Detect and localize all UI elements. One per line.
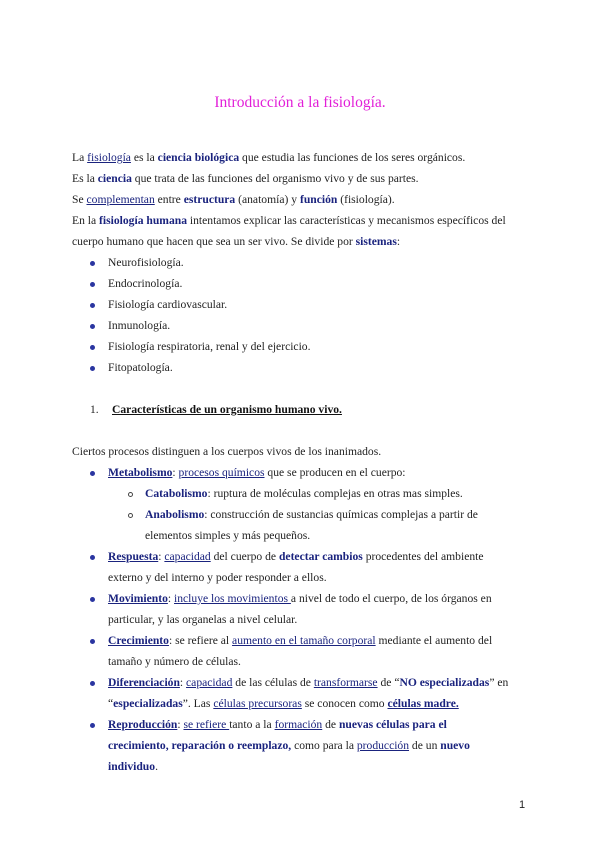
text: :: [179, 676, 187, 689]
section-intro: Ciertos procesos distinguen a los cuerpos vivos de los inanimados.: [72, 445, 382, 458]
link-aumento-tamano[interactable]: aumento en el tamaño corporal: [232, 634, 376, 647]
bold-term: fisiología humana: [99, 214, 187, 227]
anabolismo-line: [145, 508, 478, 522]
circle-bullet-icon: [128, 513, 133, 518]
bold-term: ciencia biológica: [157, 151, 240, 164]
term-metabolismo[interactable]: Metabolismo: [108, 466, 173, 479]
system-item: Neurofisiología.: [108, 256, 184, 269]
link-se-refiere[interactable]: se refiere: [183, 718, 230, 731]
link-formacion[interactable]: formación: [274, 718, 323, 731]
link-transformarse[interactable]: transformarse: [313, 676, 378, 689]
term-respuesta[interactable]: Respuesta: [108, 550, 159, 563]
page-title: Introducción a la fisiología.: [214, 94, 386, 111]
text: que se producen en el cuerpo:: [264, 466, 406, 479]
link-procesos-quimicos[interactable]: procesos químicos: [178, 466, 265, 479]
text: cuerpo humano que hacen que sea un ser vivo. Se divide por: [72, 235, 356, 248]
diferenciacion-line-2: [108, 697, 459, 711]
section-heading: Características de un organismo humano vivo.: [112, 403, 342, 416]
text: :: [396, 235, 401, 248]
text: de las células de: [232, 676, 314, 689]
anabolismo-line-2: elementos simples y más pequeños.: [145, 529, 311, 542]
metabolismo-line: [108, 466, 406, 480]
term-diferenciacion[interactable]: Diferenciación: [108, 676, 180, 689]
intro-line-3: [72, 193, 395, 207]
intro-line-2: [72, 172, 419, 186]
text: intentamos explicar las características y mecanismos específicos del: [187, 214, 506, 227]
bullet-icon: [90, 261, 95, 266]
text: es la: [130, 151, 158, 164]
text: tanto a la: [229, 718, 275, 731]
bullet-icon: [90, 303, 95, 308]
page-number: 1: [519, 799, 526, 811]
term-movimiento[interactable]: Movimiento: [108, 592, 168, 605]
text: del cuerpo de: [210, 550, 279, 563]
text: de “: [377, 676, 400, 689]
movimiento-line-2: particular, y las organelas a nivel celular.: [108, 613, 298, 626]
bullet-icon: [90, 681, 95, 686]
bold-term: individuo: [108, 760, 156, 773]
link-complementan[interactable]: complementan: [86, 193, 155, 206]
text: a nivel de todo el cuerpo, de los órganos en: [290, 592, 492, 605]
text: que trata de las funciones del organismo vivo y de sus partes.: [131, 172, 419, 185]
term-crecimiento[interactable]: Crecimiento: [108, 634, 169, 647]
intro-line-4: [72, 214, 506, 228]
text: : ruptura de moléculas complejas en otras mas simples.: [207, 487, 463, 500]
movimiento-line: [108, 592, 492, 606]
text: “: [108, 697, 114, 710]
text: se conocen como: [301, 697, 388, 710]
term-reproduccion[interactable]: Reproducción: [108, 718, 178, 731]
circle-bullet-icon: [128, 492, 133, 497]
bold-term: detectar cambios: [278, 550, 363, 563]
link-capacidad[interactable]: capacidad: [164, 550, 211, 563]
section-number: 1.: [90, 403, 99, 416]
text: .: [155, 760, 158, 773]
text: como para la: [291, 739, 357, 752]
text: : se refiere al: [168, 634, 233, 647]
bullet-icon: [90, 471, 95, 476]
text: Es la: [72, 172, 98, 185]
text: mediante el aumento del: [375, 634, 493, 647]
text: Se: [72, 193, 87, 206]
link-capacidad[interactable]: capacidad: [186, 676, 233, 689]
system-item: Fisiología respiratoria, renal y del ejercicio.: [108, 340, 311, 353]
text: de: [322, 718, 339, 731]
crecimiento-line: [108, 634, 492, 648]
text: (fisiología).: [337, 193, 395, 206]
reproduccion-line-2: [108, 739, 470, 753]
bold-term: Anabolismo: [145, 508, 205, 521]
link-celulas-precursoras[interactable]: células precursoras: [213, 697, 302, 710]
bullet-icon: [90, 282, 95, 287]
system-item: Fisiología cardiovascular.: [108, 298, 228, 311]
bold-term: especializadas: [113, 697, 183, 710]
link-celulas-madre[interactable]: células madre.: [387, 697, 459, 710]
bold-term: sistemas: [355, 235, 397, 248]
bullet-icon: [90, 639, 95, 644]
text: procedentes del ambiente: [362, 550, 484, 563]
text: ”. Las: [182, 697, 214, 710]
text: : construcción de sustancias químicas complejas a partir de: [204, 508, 478, 521]
bold-term: estructura: [183, 193, 236, 206]
bold-term: Catabolismo: [145, 487, 208, 500]
bullet-icon: [90, 597, 95, 602]
text: ” en: [489, 676, 509, 689]
bold-term: crecimiento, reparación o reemplazo,: [108, 739, 292, 752]
bullet-icon: [90, 324, 95, 329]
text: :: [167, 592, 175, 605]
text: :: [172, 466, 179, 479]
reproduccion-line-3: [108, 760, 158, 774]
bullet-icon: [90, 366, 95, 371]
text: La: [72, 151, 88, 164]
bold-term: nuevas células para el: [338, 718, 447, 731]
bold-term: NO especializadas: [399, 676, 490, 689]
bold-term: ciencia: [97, 172, 132, 185]
catabolismo-line: [145, 487, 463, 501]
link-fisiologia[interactable]: fisiología: [87, 151, 131, 164]
text: (anatomía) y: [235, 193, 300, 206]
bullet-icon: [90, 555, 95, 560]
bullet-icon: [90, 723, 95, 728]
intro-line-5: [72, 235, 400, 249]
text: :: [177, 718, 184, 731]
diferenciacion-line: [108, 676, 508, 690]
text: de un: [409, 739, 441, 752]
text: que estudia las funciones de los seres orgánicos.: [239, 151, 466, 164]
text: entre: [154, 193, 184, 206]
bold-term: nuevo: [440, 739, 470, 752]
bullet-icon: [90, 345, 95, 350]
respuesta-line: [108, 550, 484, 564]
reproduccion-line: [108, 718, 447, 732]
respuesta-line-2: externo y del interno y poder responder a ellos.: [108, 571, 327, 584]
intro-line-1: [72, 151, 465, 165]
text: En la: [72, 214, 100, 227]
link-produccion[interactable]: producción: [356, 739, 410, 752]
system-item: Inmunología.: [108, 319, 171, 332]
system-item: Fitopatología.: [108, 361, 173, 374]
crecimiento-line-2: tamaño y número de células.: [108, 655, 241, 668]
system-item: Endocrinología.: [108, 277, 183, 290]
link-incluye-movimientos[interactable]: incluye los movimientos: [174, 592, 291, 605]
text: :: [158, 550, 165, 563]
bold-term: función: [299, 193, 338, 206]
